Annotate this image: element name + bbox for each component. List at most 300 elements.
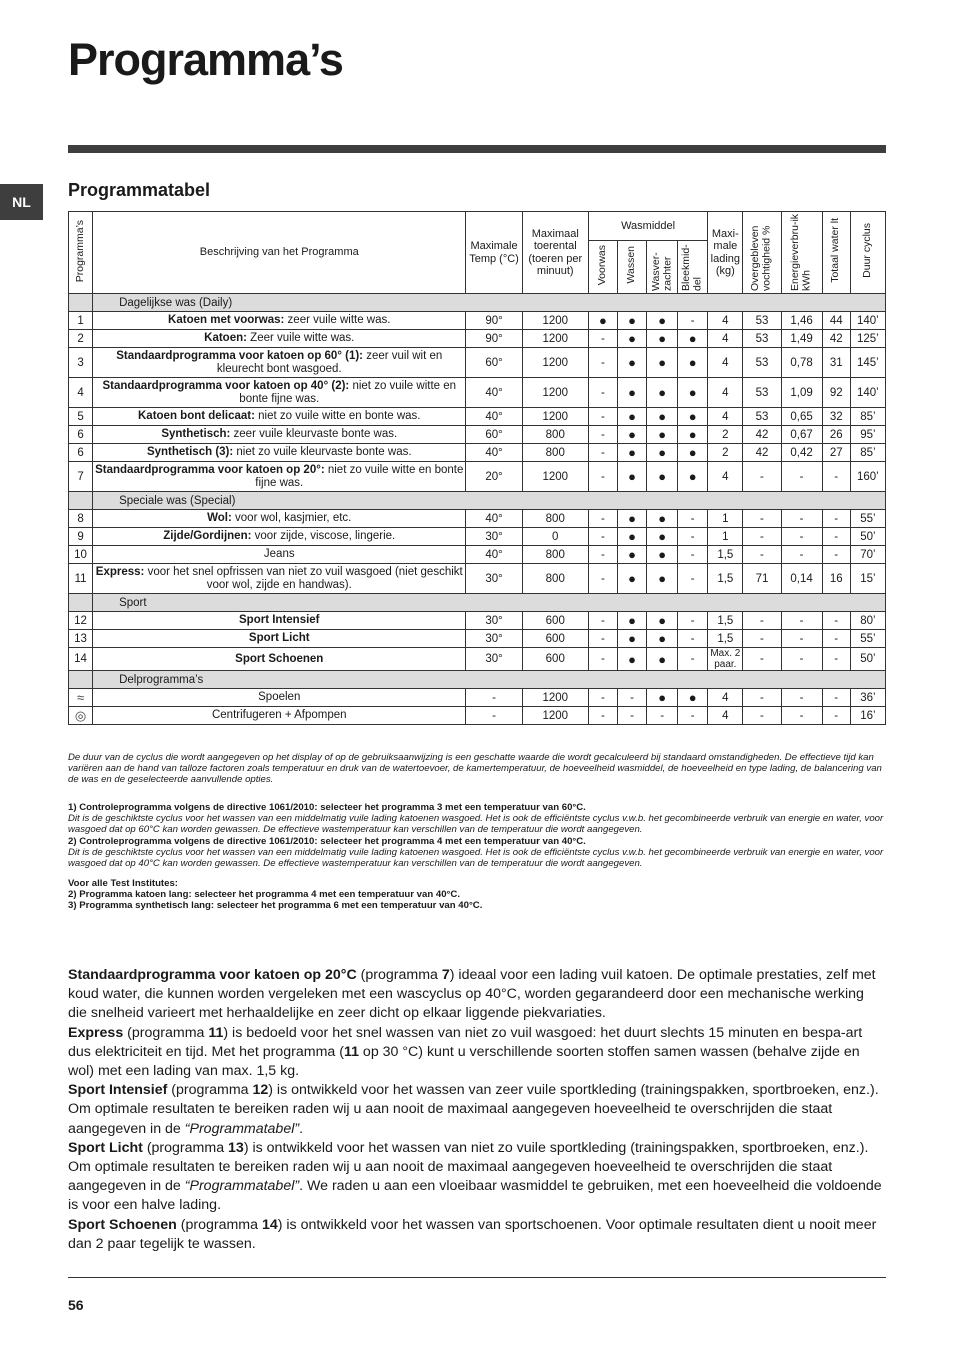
rinse-icon: ≈ xyxy=(69,689,93,707)
water-cell: 26 xyxy=(822,426,850,444)
water-cell: 92 xyxy=(822,378,850,408)
moisture-cell: - xyxy=(743,689,781,707)
max-temp-cell: 90° xyxy=(466,330,522,348)
bleach-cell: - xyxy=(678,546,708,564)
bleach-cell: - xyxy=(678,707,708,725)
program-description xyxy=(93,612,466,630)
duration-cell: 50’ xyxy=(850,528,885,546)
description-text: 7 xyxy=(441,967,450,983)
description-text: ) is bedoeld voor het snel wassen van niet zo vuil wasgoed: het duurt slechts 15 minuten en bespa-art dus elektriciteit en tijd. Met het programma ( xyxy=(68,1024,863,1060)
wash-cell: ● xyxy=(617,462,646,492)
wash-cell: ● xyxy=(617,528,646,546)
header-water: Totaal water lt xyxy=(822,212,850,294)
table-row xyxy=(69,630,886,648)
duration-cell: 70’ xyxy=(850,546,885,564)
water-cell: - xyxy=(822,546,850,564)
program-number: 10 xyxy=(69,546,93,564)
moisture-cell: - xyxy=(743,707,781,725)
table-row xyxy=(69,348,886,378)
duration-cell: 85’ xyxy=(850,408,885,426)
prewash-cell: - xyxy=(588,630,617,648)
spin-cell: 1200 xyxy=(522,378,588,408)
program-description xyxy=(93,546,466,564)
moisture-cell: 42 xyxy=(743,426,781,444)
energy-cell: 1,46 xyxy=(781,312,822,330)
spin-cell: 1200 xyxy=(522,408,588,426)
program-detail: Zeer vuile witte was. xyxy=(246,332,355,344)
max-temp-cell: 60° xyxy=(466,348,522,378)
water-cell: - xyxy=(822,689,850,707)
program-number: 11 xyxy=(69,564,93,594)
moisture-cell: 53 xyxy=(743,312,781,330)
bleach-cell: ● xyxy=(678,378,708,408)
description-paragraph xyxy=(68,1216,886,1254)
description-text: ) is ontwikkeld voor het wassen van sportschoenen. Voor optimale resultaten dient u nooit meer dan 2 paar tegelijk te wassen. xyxy=(68,1216,877,1252)
wash-cell: ● xyxy=(617,408,646,426)
spin-cell: 600 xyxy=(522,648,588,671)
description-heading: Sport Schoenen xyxy=(68,1216,177,1233)
table-row xyxy=(69,528,886,546)
max-load-cell: 4 xyxy=(708,330,743,348)
wash-cell: ● xyxy=(617,630,646,648)
energy-cell: 1,49 xyxy=(781,330,822,348)
max-load-cell: 2 xyxy=(708,444,743,462)
description-heading: Sport Intensief xyxy=(68,1082,168,1099)
program-number: 3 xyxy=(69,348,93,378)
max-temp-cell: 40° xyxy=(466,510,522,528)
bleach-cell: - xyxy=(678,648,708,671)
program-description xyxy=(93,648,466,671)
moisture-cell: - xyxy=(743,648,781,671)
duration-cell: 55’ xyxy=(850,510,885,528)
max-load-cell: 4 xyxy=(708,378,743,408)
page-number: 56 xyxy=(68,1297,84,1313)
description-heading: Express xyxy=(68,1024,124,1041)
prewash-cell: - xyxy=(588,564,617,594)
description-paragraph xyxy=(68,1139,886,1216)
program-number: 13 xyxy=(69,630,93,648)
description-paragraph xyxy=(68,1024,886,1082)
language-tab: NL xyxy=(0,184,43,220)
spin-cell: 800 xyxy=(522,564,588,594)
wash-cell: ● xyxy=(617,564,646,594)
page-title: Programma’s xyxy=(68,34,343,85)
test-institutes-2: 2) Programma katoen lang: selecteer het programma 4 met een temperatuur van 40°C. xyxy=(68,889,460,900)
program-number: 7 xyxy=(69,462,93,492)
header-detergent: Wasmiddel xyxy=(588,212,707,241)
prewash-cell: - xyxy=(588,648,617,671)
max-temp-cell: 30° xyxy=(466,564,522,594)
description-text: (programma xyxy=(356,967,442,983)
program-description xyxy=(93,378,466,408)
program-description xyxy=(93,330,466,348)
energy-cell: - xyxy=(781,510,822,528)
energy-cell: 0,78 xyxy=(781,348,822,378)
description-heading: Standaardprogramma voor katoen op 20°C xyxy=(68,967,357,983)
softener-cell: ● xyxy=(647,408,678,426)
prewash-cell: - xyxy=(588,689,617,707)
program-number: 12 xyxy=(69,612,93,630)
program-name: Wol: xyxy=(207,512,232,524)
bleach-cell: - xyxy=(678,630,708,648)
wash-cell: ● xyxy=(617,612,646,630)
header-description: Beschrijving van het Programma xyxy=(93,212,466,294)
program-description xyxy=(93,707,466,725)
prewash-cell: - xyxy=(588,378,617,408)
description-text: (programma xyxy=(142,1139,229,1156)
water-cell: 27 xyxy=(822,444,850,462)
program-number: 6 xyxy=(69,444,93,462)
spin-cell: 1200 xyxy=(522,707,588,725)
max-temp-cell: 40° xyxy=(466,444,522,462)
spin-cell: 800 xyxy=(522,546,588,564)
program-name: Sport Intensief xyxy=(239,614,320,626)
program-number: 9 xyxy=(69,528,93,546)
max-temp-cell: 20° xyxy=(466,462,522,492)
description-paragraph xyxy=(68,966,886,1024)
energy-cell: - xyxy=(781,630,822,648)
water-cell: - xyxy=(822,707,850,725)
program-description xyxy=(93,689,466,707)
table-row xyxy=(69,689,886,707)
water-cell: - xyxy=(822,630,850,648)
category-row xyxy=(69,671,886,689)
water-cell: - xyxy=(822,510,850,528)
duration-cell: 95’ xyxy=(850,426,885,444)
category-row xyxy=(69,294,886,312)
program-description xyxy=(93,444,466,462)
bleach-cell: ● xyxy=(678,689,708,707)
energy-cell: - xyxy=(781,462,822,492)
program-detail: zeer vuile witte was. xyxy=(284,314,391,326)
water-cell: - xyxy=(822,612,850,630)
bleach-cell: - xyxy=(678,564,708,594)
category-spacer xyxy=(69,492,93,510)
energy-cell: - xyxy=(781,612,822,630)
program-number: 6 xyxy=(69,426,93,444)
program-name: Synthetisch (3): xyxy=(146,446,234,458)
title-rule xyxy=(68,145,886,153)
max-temp-cell: 40° xyxy=(466,408,522,426)
water-cell: 44 xyxy=(822,312,850,330)
softener-cell: ● xyxy=(647,348,678,378)
spin-cell: 1200 xyxy=(522,330,588,348)
softener-cell: ● xyxy=(647,564,678,594)
table-row xyxy=(69,330,886,348)
program-description xyxy=(93,348,466,378)
softener-cell: ● xyxy=(647,510,678,528)
spin-cell: 1200 xyxy=(522,462,588,492)
max-temp-cell: 30° xyxy=(466,528,522,546)
program-number: 4 xyxy=(69,378,93,408)
bleach-cell: - xyxy=(678,510,708,528)
max-temp-cell: - xyxy=(466,689,522,707)
program-name: Standaardprogramma voor katoen op 40° (2): xyxy=(102,379,350,392)
spin-cell: 800 xyxy=(522,444,588,462)
program-detail: voor zijde, viscose, lingerie. xyxy=(251,530,396,542)
header-residual-moisture: Overgebleven vochtigheid % xyxy=(743,212,781,294)
wash-cell: ● xyxy=(617,348,646,378)
table-row xyxy=(69,546,886,564)
program-description xyxy=(93,630,466,648)
bleach-cell: ● xyxy=(678,444,708,462)
duration-cell: 16’ xyxy=(850,707,885,725)
footnote-1-title: 1) Controleprogramma volgens de directive 1061/2010: selecteer het programma 3 met een temperatuur van 60°C. xyxy=(68,802,586,813)
max-temp-cell: 40° xyxy=(466,378,522,408)
description-text: . xyxy=(299,1120,304,1137)
water-cell: 42 xyxy=(822,330,850,348)
max-temp-cell: 30° xyxy=(466,648,522,671)
max-load-cell: 4 xyxy=(708,408,743,426)
description-text: (programma xyxy=(167,1082,253,1099)
prewash-cell: - xyxy=(588,528,617,546)
bleach-cell: - xyxy=(678,528,708,546)
energy-cell: 0,42 xyxy=(781,444,822,462)
moisture-cell: 53 xyxy=(743,408,781,426)
program-detail: Spoelen xyxy=(258,691,301,703)
moisture-cell: - xyxy=(743,630,781,648)
moisture-cell: 42 xyxy=(743,444,781,462)
program-detail: Jeans xyxy=(263,548,295,560)
bleach-cell: - xyxy=(678,612,708,630)
wash-cell: ● xyxy=(617,510,646,528)
category-label: Dagelijkse was (Daily) xyxy=(93,294,886,312)
description-text: (programma xyxy=(123,1024,209,1041)
category-spacer xyxy=(69,594,93,612)
max-load-cell: 4 xyxy=(708,462,743,492)
program-name: Katoen met voorwas: xyxy=(168,314,285,326)
wash-cell: ● xyxy=(617,426,646,444)
moisture-cell: - xyxy=(743,528,781,546)
header-bleach: Bleekmid-del xyxy=(678,241,708,294)
softener-cell: ● xyxy=(647,689,678,707)
wash-cell: - xyxy=(617,707,646,725)
category-label: Sport xyxy=(93,594,886,612)
softener-cell: ● xyxy=(647,330,678,348)
energy-cell: - xyxy=(781,528,822,546)
spin-cell: 600 xyxy=(522,612,588,630)
program-number: 14 xyxy=(69,648,93,671)
table-row xyxy=(69,426,886,444)
max-load-cell: 1,5 xyxy=(708,564,743,594)
category-spacer xyxy=(69,294,93,312)
max-load-cell: 4 xyxy=(708,689,743,707)
spin-cell: 800 xyxy=(522,426,588,444)
water-cell: 31 xyxy=(822,348,850,378)
table-row xyxy=(69,564,886,594)
header-energy: Energieverbru-ik kWh xyxy=(781,212,822,294)
program-detail: niet zo vuile witte en bonte fijne was. xyxy=(239,379,457,405)
description-text: “Programmatabel” xyxy=(184,1178,300,1195)
max-load-cell: 1 xyxy=(708,510,743,528)
table-row xyxy=(69,612,886,630)
program-name: Sport Schoenen xyxy=(235,652,324,665)
wash-cell: - xyxy=(617,689,646,707)
program-description xyxy=(93,312,466,330)
water-cell: - xyxy=(822,648,850,671)
duration-cell: 15’ xyxy=(850,564,885,594)
prewash-cell: - xyxy=(588,510,617,528)
prewash-cell: - xyxy=(588,707,617,725)
table-row xyxy=(69,378,886,408)
softener-cell: ● xyxy=(647,462,678,492)
bleach-cell: ● xyxy=(678,408,708,426)
max-load-cell: 1,5 xyxy=(708,630,743,648)
table-row xyxy=(69,707,886,725)
header-wash: Wassen xyxy=(617,241,646,294)
max-temp-cell: 40° xyxy=(466,546,522,564)
header-programs: Programma’s xyxy=(69,212,93,294)
test-institutes-title: Voor alle Test Institutes: xyxy=(68,878,178,889)
duration-cell: 55’ xyxy=(850,630,885,648)
max-load-cell: 1,5 xyxy=(708,546,743,564)
description-text: 14 xyxy=(261,1216,278,1233)
energy-cell: 1,09 xyxy=(781,378,822,408)
softener-cell: ● xyxy=(647,648,678,671)
table-row xyxy=(69,648,886,671)
program-description xyxy=(93,510,466,528)
duration-cell: 36’ xyxy=(850,689,885,707)
description-text: op 30 °C) kunt u verschillende soorten stoffen samen wassen (behalve zijde en wol) met een lading van max. 1,5 kg. xyxy=(68,1043,860,1080)
description-text: 11 xyxy=(343,1043,359,1060)
header-spin: Maximaal toerental (toeren per minuut) xyxy=(522,212,588,294)
category-label: Delprogramma’s xyxy=(93,671,886,689)
program-number: 5 xyxy=(69,408,93,426)
table-row xyxy=(69,462,886,492)
softener-cell: ● xyxy=(647,612,678,630)
test-institutes-3: 3) Programma synthetisch lang: selecteer het programma 6 met een temperatuur van 40°C. xyxy=(68,900,483,911)
spin-cell: 800 xyxy=(522,510,588,528)
header-prewash: Voorwas xyxy=(588,241,617,294)
moisture-cell: 71 xyxy=(743,564,781,594)
softener-cell: ● xyxy=(647,426,678,444)
program-description xyxy=(93,408,466,426)
prewash-cell: - xyxy=(588,348,617,378)
wash-cell: ● xyxy=(617,648,646,671)
program-description xyxy=(93,528,466,546)
description-text: . We raden u aan een vloeibaar wasmiddel te gebruiken, met een hoeveelheid die voldoende is voor een halve lading. xyxy=(68,1178,882,1214)
prewash-cell: - xyxy=(588,462,617,492)
energy-cell: - xyxy=(781,648,822,671)
wash-cell: ● xyxy=(617,330,646,348)
prewash-cell: ● xyxy=(588,312,617,330)
description-text: 13 xyxy=(228,1139,244,1156)
category-label: Speciale was (Special) xyxy=(93,492,886,510)
bleach-cell: ● xyxy=(678,462,708,492)
program-name: Katoen bont delicaat: xyxy=(138,410,255,422)
duration-cell: 80’ xyxy=(850,612,885,630)
header-max-temp: Maximale Temp (°C) xyxy=(466,212,522,294)
max-temp-cell: 60° xyxy=(466,426,522,444)
moisture-cell: 53 xyxy=(743,378,781,408)
spin-cell: 1200 xyxy=(522,689,588,707)
prewash-cell: - xyxy=(588,426,617,444)
prewash-cell: - xyxy=(588,444,617,462)
max-temp-cell: 30° xyxy=(466,630,522,648)
header-max-load: Maxi-male lading (kg) xyxy=(708,212,743,294)
program-detail: voor wol, kasjmier, etc. xyxy=(231,512,352,524)
spin-cell: 600 xyxy=(522,630,588,648)
max-temp-cell: 30° xyxy=(466,612,522,630)
duration-cell: 85’ xyxy=(850,444,885,462)
footnote-2-title: 2) Controleprogramma volgens de directive 1061/2010: selecteer het programma 4 met een temperatuur van 40°C. xyxy=(68,836,586,847)
duration-cell: 160’ xyxy=(850,462,885,492)
prewash-cell: - xyxy=(588,612,617,630)
softener-cell: - xyxy=(647,707,678,725)
moisture-cell: - xyxy=(743,546,781,564)
program-name: Zijde/Gordijnen: xyxy=(163,530,252,542)
wash-cell: ● xyxy=(617,312,646,330)
bleach-cell: ● xyxy=(678,348,708,378)
softener-cell: ● xyxy=(647,528,678,546)
program-name: Express: xyxy=(95,565,145,578)
max-load-cell: Max. 2 paar. xyxy=(708,648,743,671)
max-load-cell: 1,5 xyxy=(708,612,743,630)
max-load-cell: 4 xyxy=(708,707,743,725)
prewash-cell: - xyxy=(588,408,617,426)
description-text: ) ideaal voor een lading vuil katoen. De optimale prestaties, zelf met koud water, die kunnen worden vergeleken met een wascyclus op 40°C, worden gegarandeerd door een mechanische werking die snelheid varieert met herhaaldelijke en zeer dicht op elkaar liggende piekvariaties. xyxy=(68,967,876,1022)
softener-cell: ● xyxy=(647,630,678,648)
table-row xyxy=(69,408,886,426)
wash-cell: ● xyxy=(617,546,646,564)
prewash-cell: - xyxy=(588,546,617,564)
category-row xyxy=(69,492,886,510)
program-number: 1 xyxy=(69,312,93,330)
footnote-2-text: Dit is de geschiktste cyclus voor het wassen van een middelmatig vuile lading katoenen wasgoed. Het is ook de efficiëntste cyclus v.w.b. het gecombineerde verbruik van energie en water, voor wasgoed dat op 40°C kan worden gewassen. De effectieve wastemperatuur kan verschillen van de temperatuur die wordt aangegeven. xyxy=(68,847,884,870)
softener-cell: ● xyxy=(647,444,678,462)
program-name: Katoen: xyxy=(204,332,247,344)
program-number: 8 xyxy=(69,510,93,528)
program-detail: niet zo vuile witte en bonte fijne was. xyxy=(255,463,464,489)
section-title: Programmatabel xyxy=(68,180,211,200)
moisture-cell: - xyxy=(743,462,781,492)
category-spacer xyxy=(69,671,93,689)
wash-cell: ● xyxy=(617,378,646,408)
program-name: Standaardprogramma voor katoen op 60° (1): xyxy=(116,349,364,362)
program-name: Standaardprogramma voor katoen op 20°: xyxy=(95,463,325,476)
program-description xyxy=(93,462,466,492)
table-row xyxy=(69,510,886,528)
program-description xyxy=(93,426,466,444)
max-temp-cell: 90° xyxy=(466,312,522,330)
energy-cell: - xyxy=(781,689,822,707)
moisture-cell: 53 xyxy=(743,348,781,378)
table-row xyxy=(69,444,886,462)
header-softener: Wasver-zachter xyxy=(647,241,678,294)
prewash-cell: - xyxy=(588,330,617,348)
energy-cell: - xyxy=(781,707,822,725)
softener-cell: ● xyxy=(647,312,678,330)
program-detail: voor het snel opfrissen van niet zo vuil wasgoed (niet geschikt voor wol, zijde en handwas). xyxy=(144,565,463,591)
description-heading: Sport Licht xyxy=(68,1139,143,1156)
energy-cell: 0,65 xyxy=(781,408,822,426)
description-text: 11 xyxy=(208,1024,224,1041)
description-text: (programma xyxy=(176,1216,262,1233)
bleach-cell: ● xyxy=(678,330,708,348)
bleach-cell: ● xyxy=(678,426,708,444)
energy-cell: - xyxy=(781,546,822,564)
water-cell: - xyxy=(822,462,850,492)
max-load-cell: 4 xyxy=(708,348,743,378)
footnote-1-text: Dit is de geschiktste cyclus voor het wassen van een middelmatig vuile lading katoenen wasgoed. Het is ook de efficiëntste cyclus v.w.b. het gecombineerde verbruik van energie en water, voor wasgoed dat op 60°C kan worden gewassen. De effectieve wastemperatuur kan verschillen van de temperatuur die wordt aangegeven. xyxy=(68,813,884,836)
program-detail: Centrifugeren + Afpompen xyxy=(211,709,347,721)
description-text: 12 xyxy=(252,1082,269,1099)
softener-cell: ● xyxy=(647,546,678,564)
program-detail: zeer vuil wit en kleurecht bont wasgoed. xyxy=(216,349,443,375)
spin-cell: 0 xyxy=(522,528,588,546)
max-load-cell: 4 xyxy=(708,312,743,330)
spin-drain-icon: ◎ xyxy=(69,707,93,725)
